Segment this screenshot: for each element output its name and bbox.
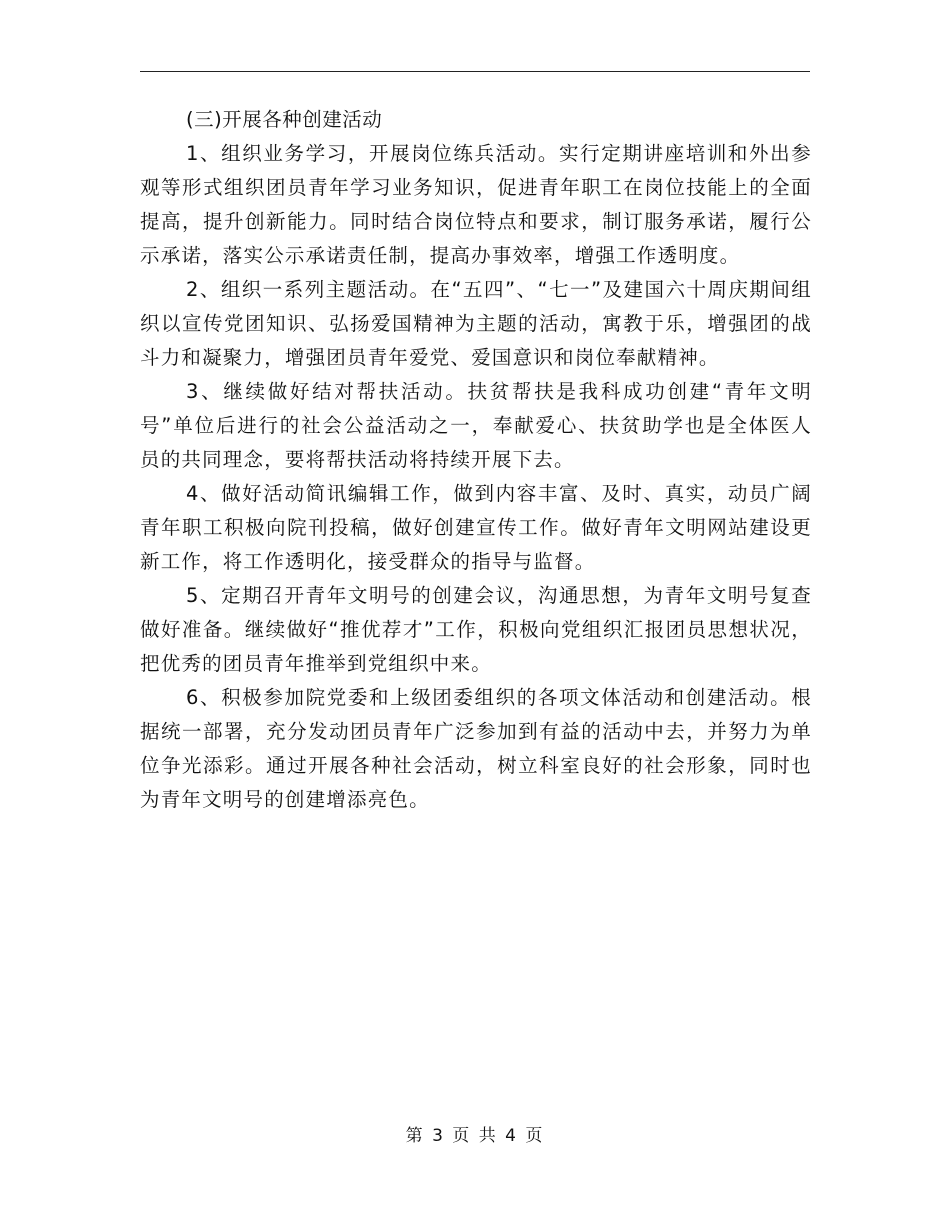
paragraph-1: 1、组织业务学习，开展岗位练兵活动。实行定期讲座培训和外出参观等形式组织团员青年学习业务知识，促进青年职工在岗位技能上的全面提高，提升创新能力。同时结合岗位特点和要求，制订服务承诺，履行公示承诺，落实公示承诺责任制，提高办事效率，增强工作透明度。 bbox=[140, 142, 812, 267]
paragraph-6: 6、积极参加院党委和上级团委组织的各项文体活动和创建活动。根据统一部署，充分发动团员青年广泛参加到有益的活动中去，并努力为单位争光添彩。通过开展各种社会活动，树立科室良好的社会形象，同时也为青年文明号的创建增添亮色。 bbox=[140, 686, 812, 811]
paragraph-2: 2、组织一系列主题活动。在“五四”、“七一”及建国六十周庆期间组织以宣传党团知识、弘扬爱国精神为主题的活动，寓教于乐，增强团的战斗力和凝聚力，增强团员青年爱党、爱国意识和岗位奉献精神。 bbox=[140, 278, 812, 369]
document-body bbox=[140, 103, 812, 817]
paragraph-5: 5、定期召开青年文明号的创建会议，沟通思想，为青年文明号复查做好准备。继续做好“推优荐才”工作，积极向党组织汇报团员思想状况，把优秀的团员青年推举到党组织中来。 bbox=[140, 584, 812, 675]
header-rule bbox=[140, 71, 810, 72]
section-heading: (三)开展各种创建活动 bbox=[186, 108, 383, 131]
paragraph-4: 4、做好活动简讯编辑工作，做到内容丰富、及时、真实，动员广阔青年职工积极向院刊投稿，做好创建宣传工作。做好青年文明网站建设更新工作，将工作透明化，接受群众的指导与监督。 bbox=[140, 482, 812, 573]
page-number: 第 3 页 共 4 页 bbox=[405, 1126, 545, 1146]
paragraph-3: 3、继续做好结对帮扶活动。扶贫帮扶是我科成功创建“青年文明号”单位后进行的社会公益活动之一，奉献爱心、扶贫助学也是全体医人员的共同理念，要将帮扶活动将持续开展下去。 bbox=[140, 380, 812, 471]
